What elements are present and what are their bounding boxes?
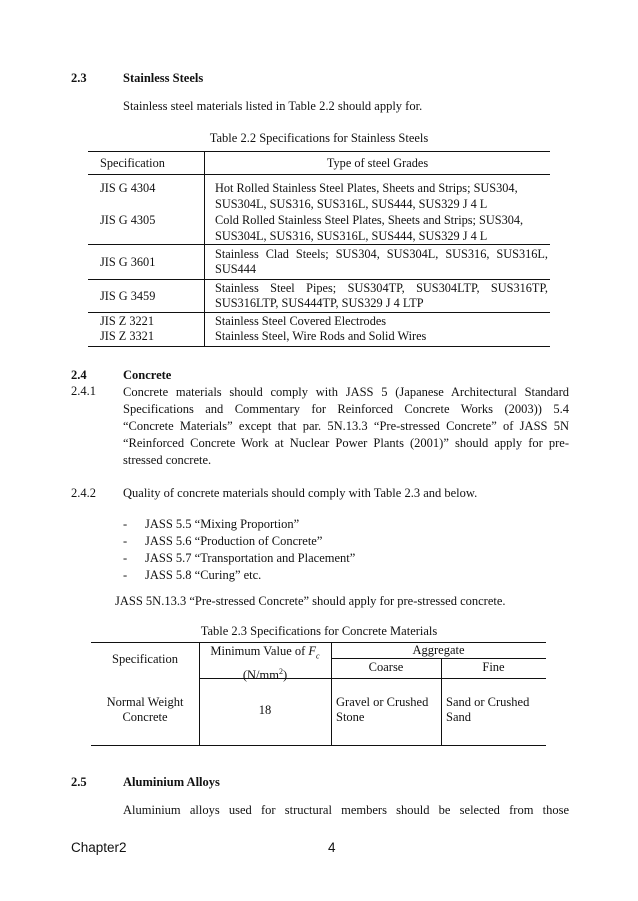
paragraph: [123, 384, 569, 469]
spec-cell: Normal Weight Concrete: [106, 695, 184, 724]
bullet-list: [123, 516, 355, 584]
table-caption: Table 2.3 Specifications for Concrete Materials: [200, 624, 438, 638]
header-cell: Specification: [112, 652, 178, 666]
table-caption: Table 2.2 Specifications for Stainless Steels: [209, 131, 429, 145]
paragraph: Aluminium alloys used for structural members should be selected from those: [123, 803, 569, 817]
header-cell: Aggregate: [412, 643, 465, 657]
grade-text: Stainless Steel, Wire Rods and Solid Wires: [215, 329, 427, 343]
grade-text: Stainless Steel Pipes; SUS304TP, SUS304LTP, SUS316TP,: [215, 281, 548, 295]
list-item: - JASS 5.7 “Transportation and Placement”: [123, 551, 356, 565]
spec-cell: [88, 313, 205, 347]
page-number: 4: [328, 840, 336, 855]
section-number: 2.4: [71, 368, 87, 382]
section-title: Concrete: [123, 368, 172, 382]
paragraph: Quality of concrete materials should comply with Table 2.3 and below.: [123, 486, 478, 500]
stainless-steel-table: [88, 151, 550, 347]
grade-text: SUS304L, SUS316, SUS316L, SUS444, SUS329 J 4 L: [215, 197, 488, 211]
grade-text: SUS316LTP, SUS444TP, SUS329 J 4 LTP: [215, 296, 424, 310]
spec-text: JIS Z 3321: [100, 329, 154, 343]
section-number: 2.5: [71, 775, 87, 789]
paragraph: JASS 5N.13.3 “Pre-stressed Concrete” should apply for pre-stressed concrete.: [115, 594, 506, 608]
coarse-cell: Gravel or Crushed Stone: [336, 695, 429, 724]
section-title: Stainless Steels: [123, 71, 204, 85]
grade-text: Hot Rolled Stainless Steel Plates, Sheets and Strips; SUS304,: [215, 181, 518, 195]
section-number: 2.3: [71, 71, 87, 85]
header-cell: Minimum Value of $F_c$ $(N/mm^2)$: [210, 644, 320, 682]
list-item: - JASS 5.8 “Curing” etc.: [123, 568, 262, 582]
fine-cell: Sand or Crushed Sand: [446, 695, 530, 724]
grade-text: Cold Rolled Stainless Steel Plates, Sheets and Strips; SUS304,: [215, 213, 524, 227]
grade-text: Stainless Clad Steels; SUS304, SUS304L, SUS316, SUS316L,: [215, 247, 548, 261]
spec-cell: JIS G 3459: [88, 280, 205, 313]
paragraph-line: stressed concrete.: [123, 453, 212, 467]
header-cell: Coarse: [368, 660, 404, 674]
header-cell: Specification: [88, 152, 205, 175]
paragraph: Stainless steel materials listed in Table 2.2 should apply for.: [123, 99, 423, 113]
paragraph-line: Concrete materials should comply with JASS 5 (Japanese Architectural Standard: [123, 385, 569, 399]
spec-text: JIS G 4304: [100, 181, 156, 195]
section-title: Aluminium Alloys: [123, 775, 220, 789]
spec-text: JIS G 4305: [100, 213, 156, 227]
grade-text: SUS304L, SUS316, SUS316L, SUS444, SUS329 J 4 L: [215, 229, 488, 243]
paragraph-line: “Concrete Materials” except that par. 5N.13.3 “Pre-stressed Concrete” of JASS 5N: [123, 419, 569, 433]
concrete-table: [91, 642, 546, 746]
grade-cell: [205, 313, 551, 347]
spec-cell: [88, 175, 205, 245]
list-item: - JASS 5.5 “Mixing Proportion”: [123, 517, 300, 531]
subsection-number: 2.4.1: [71, 384, 96, 398]
grade-cell: [205, 280, 551, 313]
spec-text: JIS Z 3221: [100, 314, 154, 328]
paragraph-line: Specifications and Commentary for Reinforced Concrete Works (2003)) 5.4: [123, 402, 569, 416]
header-cell: Fine: [482, 660, 505, 674]
grade-cell: [205, 175, 551, 245]
value-cell: 18: [258, 703, 272, 717]
list-item: - JASS 5.6 “Production of Concrete”: [123, 534, 323, 548]
subsection-number: 2.4.2: [71, 486, 96, 500]
header-cell: Type of steel Grades: [326, 155, 429, 170]
grade-cell: [205, 245, 551, 280]
paragraph-line: “Reinforced Concrete Work at Nuclear Power Plants (2001)” should apply for pre-: [123, 436, 569, 450]
footer-chapter: Chapter2: [71, 840, 127, 855]
spec-cell: JIS G 3601: [88, 245, 205, 280]
grade-text: SUS444: [215, 262, 257, 276]
grade-text: Stainless Steel Covered Electrodes: [215, 314, 387, 328]
